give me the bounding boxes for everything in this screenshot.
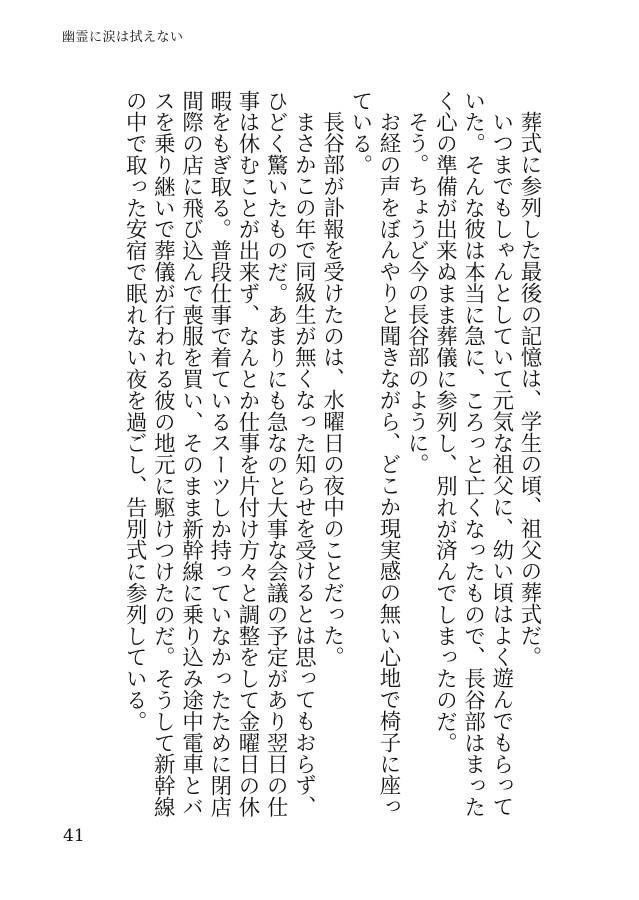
- paragraph: 長谷部が訃報を受けたのは、水曜日の夜中のことだった。: [319, 111, 345, 668]
- paragraph: 葬式に参列した最後の記憶は、学生の頃、祖父の葬式だ。: [517, 111, 542, 668]
- paragraph: まさかこの年で同級生が無くなった知らせを受けるとは思ってもおらず、ひどく驚いたものだ。あまりにも急なのと大事な会議の予定があり翌日の仕事は休むことが出来ず、なんとか仕事を片付け方々と調整をして金曜日の休暇をもぎ取る。普段仕事で着ているスーツしか持っていなかったために閉店間際の店に飛び込んで喪服を買い、そのまま新幹線に乗り込み途中電車とバスを乗り継いで葬儀が行われる彼の地元に駆けつけたのだ。そうして新幹線の中で取った安宿で眠れない夜を過ごし、告別式に参列している。: [122, 90, 317, 818]
- page-number: 41: [63, 826, 85, 846]
- running-header-title: 幽霊に涙は拭えない: [62, 30, 184, 45]
- paragraph: お経の声をぼんやりと聞きながら、どこか現実感の無い心地で椅子に座っている。: [347, 90, 401, 818]
- paragraph: いつまでもしゃんとしていて元気な祖父に、幼い頃はよく遊んでもらっていた。そんな彼は本当に急に、ころっと亡くなったもので、長谷部はまったく心の準備が出来ぬまま葬儀に参列し、別れが済んでしまったのだ。: [432, 90, 514, 818]
- paragraph: そう。ちょうど今の長谷部のように。: [404, 111, 430, 476]
- body-text: [120, 90, 543, 832]
